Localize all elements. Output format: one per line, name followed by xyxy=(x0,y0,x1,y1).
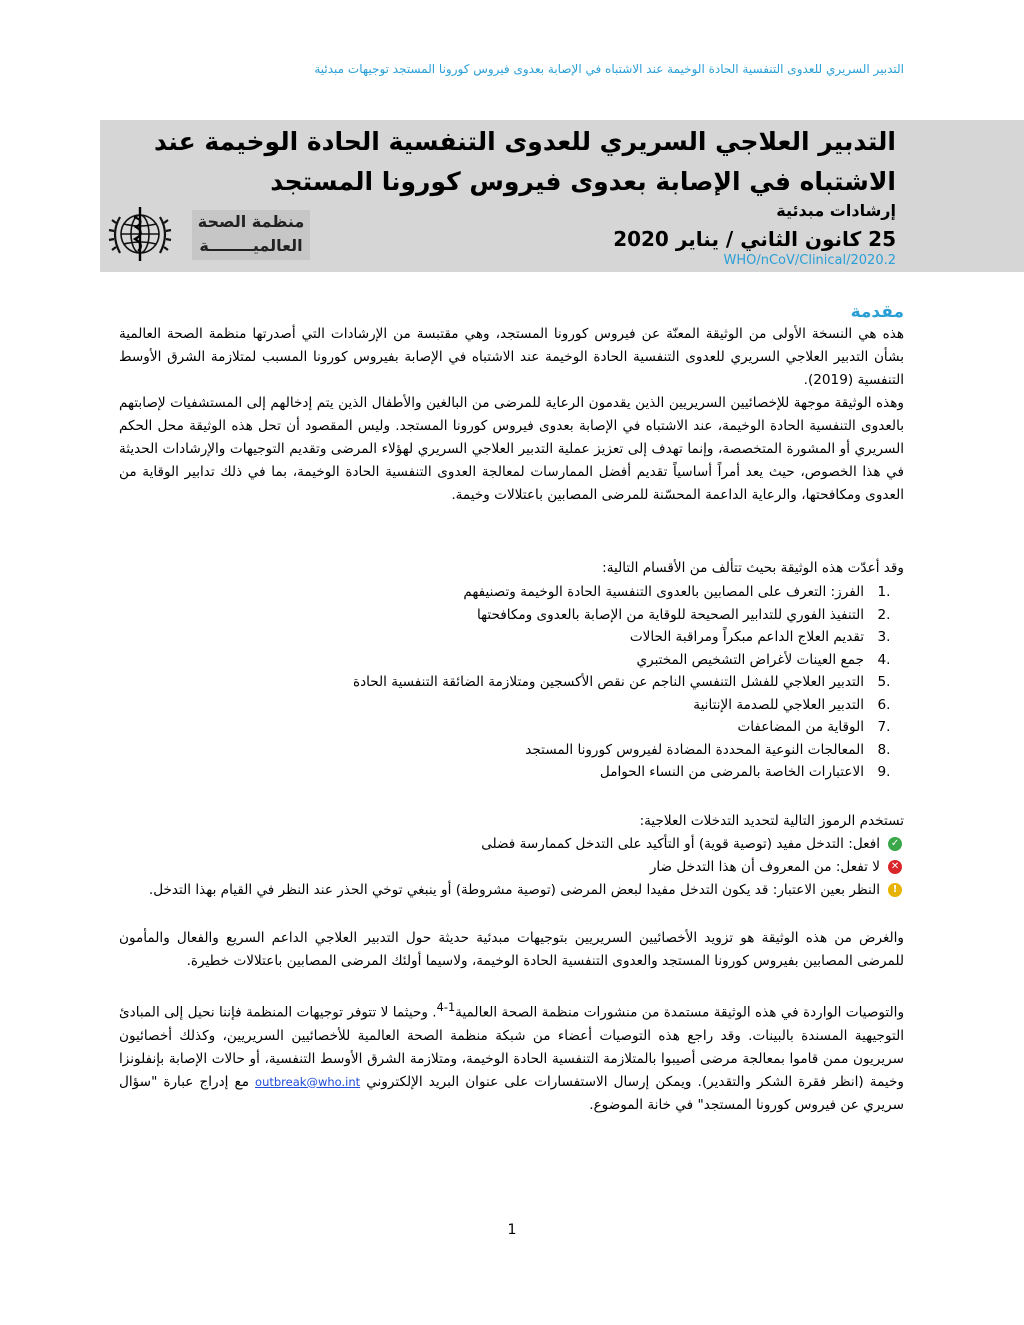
list-label: الوقاية من المضاعفات xyxy=(737,719,864,735)
list-label: التدبير العلاجي للصدمة الإنتانية xyxy=(693,696,864,713)
exclamation-icon: ! xyxy=(888,883,902,897)
purpose-paragraph: والغرض من هذه الوثيقة هو تزويد الأخصائيين السريريين بتوجيهات مبدئية حديثة حول التدبير العلاجي الداعم السريع والفعال والمأمون للمرضى المصابين بفيروس كورونا المستجد والعدوى التنفسية الحادة الوخيمة، ولاسيما أولئك المرضى المصابين باعتلالات خطيرة. xyxy=(119,930,904,969)
list-number: .3 xyxy=(877,629,891,645)
list-label: التنفيذ الفوري للتدابير الصحيحة للوقاية من الإصابة بالعدوى ومكافحتها xyxy=(476,606,864,623)
symbols-intro: تستخدم الرموز التالية لتحديد التدخلات العلاجية: xyxy=(639,813,904,829)
list-number: .4 xyxy=(877,651,891,668)
list-label: الاعتبارات الخاصة بالمرضى من النساء الحوامل xyxy=(599,764,864,780)
list-number: .6 xyxy=(877,696,891,713)
list-number: .5 xyxy=(877,674,891,690)
symbol-text-consider: النظر بعين الاعتبار: قد يكون التدخل مفيدا لبعض المرضى (توصية مشروطة) أو ينبغي توخي الحذر عند النظر في القيام بهذا التدخل. xyxy=(148,882,880,898)
intro-text xyxy=(119,323,904,507)
list-number: .7 xyxy=(877,719,891,735)
recommendations-text-3: مع إدراج عبارة "سؤال سريري عن فيروس كورونا المستجد" في خانة الموضوع. xyxy=(119,1073,904,1113)
document-reference: WHO/nCoV/Clinical/2020.2 xyxy=(723,253,896,268)
recommendations-paragraph xyxy=(119,996,904,1117)
recommendations-text-1: والتوصيات الواردة في هذه الوثيقة مستمدة من منشورات منظمة الصحة العالمية xyxy=(455,1004,905,1021)
list-item xyxy=(119,604,904,627)
organization-name-line2: العالميــــــــة xyxy=(199,236,303,255)
symbol-text-do: افعل: التدخل مفيد (توصية قوية) أو التأكيد على التدخل كممارسة فضلى xyxy=(481,836,880,852)
list-number: .2 xyxy=(877,606,891,623)
symbol-text-dont: لا تفعل: من المعروف أن هذا التدخل ضار xyxy=(649,859,880,875)
list-number: .8 xyxy=(877,741,891,758)
list-label: الفرز: التعرف على المصابين بالعدوى التنفسية الحادة الوخيمة وتصنيفهم xyxy=(463,584,864,600)
reference-superscript: 1-4 xyxy=(436,1000,456,1014)
organization-name xyxy=(192,210,310,260)
who-emblem-icon xyxy=(106,203,174,265)
list-number: .1 xyxy=(877,584,891,600)
list-item xyxy=(119,671,904,694)
list-item xyxy=(119,716,904,739)
cross-icon: ✕ xyxy=(888,860,902,874)
list-number: .9 xyxy=(877,764,891,780)
list-item xyxy=(119,626,904,649)
list-label: التدبير العلاجي للفشل التنفسي الناجم عن نقص الأكسجين ومتلازمة الضائقة التنفسية الحادة xyxy=(352,674,864,690)
list-item xyxy=(119,739,904,762)
organization-name-line1: منظمة الصحة xyxy=(197,212,305,231)
running-header: التدبير السريري للعدوى التنفسية الحادة الوخيمة عند الاشتباه في الإصابة بعدوى فيروس كورونا المستجد توجيهات مبدئية xyxy=(314,62,904,76)
symbol-row-dont xyxy=(119,856,904,879)
intro-paragraph-1: هذه هي النسخة الأولى من الوثيقة المعنّة عن فيروس كورونا المستجد، وهي مقتبسة من الإرشادات التي أصدرتها منظمة الصحة العالمية بشأن التدبير العلاجي السريري للعدوى التنفسية الحادة الوخيمة عند الاشتباه في الإصابة بفيروس كورونا المسبب لمتلازمة الشرق الأوسط التنفسية (2019). xyxy=(119,326,904,388)
page-number: 1 xyxy=(507,1222,517,1238)
symbol-row-do xyxy=(119,833,904,856)
list-label: تقديم العلاج الداعم مبكراً ومراقبة الحالات xyxy=(629,629,864,645)
symbol-row-consider xyxy=(119,879,904,902)
list-item xyxy=(119,649,904,672)
list-label: المعالجات النوعية المحددة المضادة لفيروس كورونا المستجد xyxy=(525,741,864,758)
list-item xyxy=(119,581,904,604)
symbols-legend xyxy=(119,833,904,902)
list-item xyxy=(119,694,904,717)
section-heading-introduction: مقدمة xyxy=(850,302,904,322)
contact-email-link[interactable]: outbreak@who.int xyxy=(255,1074,361,1089)
list-label: جمع العينات لأغراض التشخيص المختبري xyxy=(636,651,864,668)
document-subtitle: إرشادات مبدئية xyxy=(776,201,896,220)
check-icon: ✓ xyxy=(888,837,902,851)
sections-intro: وقد أعدّت هذه الوثيقة بحيث تتألف من الأقسام التالية: xyxy=(602,560,904,576)
publication-date: 25 كانون الثاني / يناير 2020 xyxy=(613,227,896,251)
document-title: التدبير العلاجي السريري للعدوى التنفسية الحادة الوخيمة عند الاشتباه في الإصابة بعدوى فيروس كورونا المستجد xyxy=(153,127,896,196)
recommendations-text-2: . وحيثما لا تتوفر توجيهات المنظمة فإننا نحيل إلى المبادئ التوجيهية المسندة بالبينات. وقد راجع هذه التوصيات أعضاء من شبكة منظمة الصحة العالمية للأخصائيين السريريين، وكذلك أخصائيون سريريون ممن قاموا بمعالجة مرضى أصيبوا بالمتلازمة التنفسية الحادة الوخيمة، ومتلازمة الشرق الأوسط التنفسية، أو حالات الإصابة بإنفلونزا وخيمة (انظر فقرة الشكر والتقدير). ويمكن إرسال الاستفسارات على عنوان البريد الإلكتروني xyxy=(119,1004,904,1090)
intro-paragraph-2: وهذه الوثيقة موجهة للإخصائيين السريريين الذين يقدمون الرعاية للمرضى من البالغين والأطفال الذين يتم إدخالهم إلى المستشفيات لإصابتهم بالعدوى التنفسية الحادة الوخيمة، عند الاشتباه في الإصابة بعدوى فيروس كورونا المستجد. وليس المقصود أن تحل هذه الوثيقة محل الحكم السريري أو المشورة المتخصصة، وإنما تهدف إلى تعزيز عملية التدبير العلاجي السريري لهؤلاء المرضى وتقديم التوجيهات والإرشادات الحديثة في هذا الخصوص، حيث يعد أمراً أساسياً تقديم أفضل الممارسات لمعالجة العدوى التنفسية الحادة الوخيمة، بما في ذلك تدابير الوقاية من العدوى ومكافحتها، والرعاية الداعمة المحسّنة للمرضى المصابين باعتلالات وخيمة. xyxy=(119,395,904,503)
list-item xyxy=(119,761,904,784)
sections-list xyxy=(119,581,904,784)
